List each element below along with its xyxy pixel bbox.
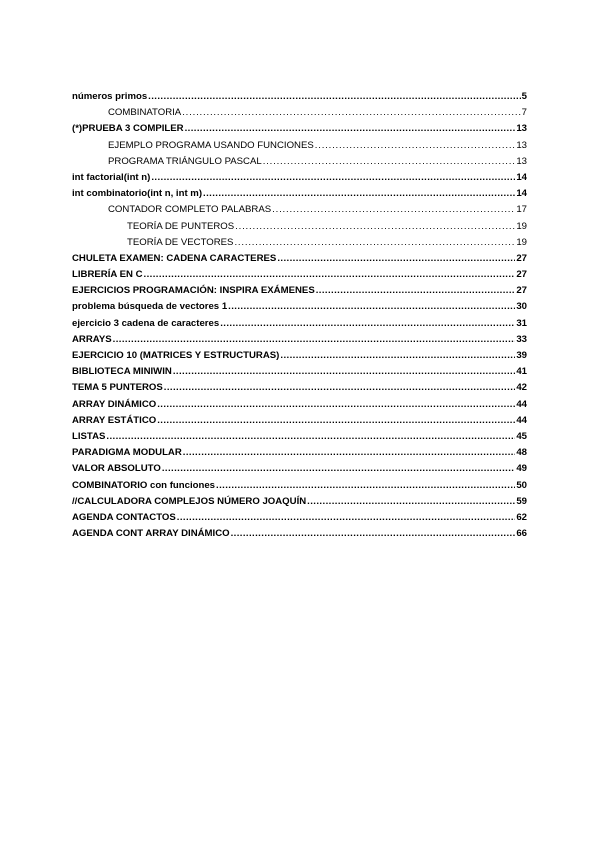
toc-entry-page-number: 13: [516, 123, 527, 135]
toc-dot-leader: [315, 138, 516, 154]
toc-entry-page-number: 14: [516, 171, 527, 183]
toc-entry[interactable]: [72, 170, 527, 186]
toc-entry-title: ARRAY DINÁMICO: [72, 398, 157, 410]
toc-entry-title: CHULETA EXAMEN: CADENA CARACTERES: [72, 252, 277, 264]
toc-entry[interactable]: [72, 510, 527, 526]
toc-entry[interactable]: [72, 202, 527, 218]
toc-entry-title: COMBINATORIO con funciones: [72, 479, 216, 491]
toc-entry-page-number: 19: [516, 236, 527, 248]
toc-entry-title: COMBINATORIA: [108, 107, 182, 119]
toc-dot-leader: [272, 202, 515, 218]
toc-entry[interactable]: [72, 121, 527, 137]
toc-entry-title: ARRAY ESTÁTICO: [72, 414, 157, 426]
toc-entry-title: VALOR ABSOLUTO: [72, 463, 161, 475]
toc-entry-page-number: 42: [516, 382, 527, 394]
toc-entry[interactable]: [72, 461, 527, 477]
toc-entry-page-number: 45: [516, 430, 527, 442]
toc-dot-leader: [234, 235, 515, 251]
toc-entry[interactable]: [72, 526, 527, 542]
toc-entry[interactable]: [72, 332, 527, 348]
toc-entry-page-number: 48: [516, 447, 527, 459]
toc-entry[interactable]: [72, 219, 527, 235]
toc-entry[interactable]: [72, 348, 527, 364]
toc-entry[interactable]: [72, 138, 527, 154]
toc-entry-page-number: 59: [516, 495, 527, 507]
toc-dot-leader: [164, 380, 516, 396]
toc-entry[interactable]: [72, 413, 527, 429]
toc-entry-page-number: 27: [516, 252, 527, 264]
toc-entry-title: int combinatorio(int n, int m): [72, 188, 203, 200]
toc-dot-leader: [231, 526, 516, 542]
toc-entry-title: //CALCULADORA COMPLEJOS NÚMERO JOAQUÍN: [72, 495, 307, 507]
toc-entry-title: LIBRERÍA EN C: [72, 269, 143, 281]
toc-dot-leader: [157, 413, 515, 429]
toc-dot-leader: [220, 316, 515, 332]
toc-entry-page-number: 31: [516, 317, 527, 329]
toc-entry[interactable]: [72, 478, 527, 494]
toc-entry-title: TEMA 5 PUNTEROS: [72, 382, 163, 394]
toc-dot-leader: [106, 429, 515, 445]
toc-entry-page-number: 13: [516, 139, 527, 151]
toc-entry[interactable]: [72, 186, 527, 202]
toc-entry-page-number: 66: [516, 528, 527, 540]
toc-dot-leader: [144, 267, 516, 283]
toc-entry[interactable]: [72, 397, 527, 413]
toc-entry-page-number: 13: [516, 155, 527, 167]
toc-entry[interactable]: [72, 267, 527, 283]
toc-dot-leader: [182, 105, 520, 121]
toc-entry-page-number: 17: [516, 204, 527, 216]
toc-entry[interactable]: [72, 283, 527, 299]
toc-entry-title: EJERCICIOS PROGRAMACIÓN: INSPIRA EXÁMENES: [72, 285, 315, 297]
toc-dot-leader: [228, 299, 515, 315]
toc-entry[interactable]: [72, 316, 527, 332]
toc-entry-page-number: 44: [516, 414, 527, 426]
toc-entry-page-number: 62: [516, 511, 527, 523]
toc-entry-page-number: 39: [516, 350, 527, 361]
toc-dot-leader: [183, 445, 516, 461]
toc-entry[interactable]: [72, 380, 527, 396]
toc-entry-title: (*)PRUEBA 3 COMPILER: [72, 123, 184, 135]
toc-entry[interactable]: [72, 494, 527, 510]
toc-entry-page-number: 41: [516, 366, 527, 378]
toc-entry-title: números primos: [72, 91, 148, 102]
toc-dot-leader: [263, 154, 516, 170]
toc-entry-title: EJEMPLO PROGRAMA USANDO FUNCIONES: [108, 139, 314, 151]
toc-entry-title: TEORÍA DE VECTORES: [127, 236, 234, 248]
toc-dot-leader: [203, 186, 515, 202]
toc-dot-leader: [151, 170, 515, 186]
table-of-contents: [72, 89, 527, 542]
toc-entry[interactable]: [72, 251, 527, 267]
toc-dot-leader: [216, 478, 515, 494]
toc-entry[interactable]: [72, 299, 527, 315]
toc-dot-leader: [162, 461, 515, 477]
toc-entry-title: AGENDA CONT ARRAY DINÁMICO: [72, 528, 230, 540]
toc-dot-leader: [235, 219, 515, 235]
toc-dot-leader: [280, 348, 515, 364]
toc-entry-page-number: 50: [516, 479, 527, 491]
toc-dot-leader: [177, 510, 516, 526]
toc-entry-page-number: 49: [516, 463, 527, 475]
toc-entry[interactable]: [72, 429, 527, 445]
toc-entry-title: PARADIGMA MODULAR: [72, 447, 182, 459]
toc-entry-title: ejercicio 3 cadena de caracteres: [72, 317, 220, 329]
toc-entry-page-number: 19: [516, 220, 527, 232]
toc-dot-leader: [277, 251, 515, 267]
toc-dot-leader: [173, 364, 515, 380]
toc-entry-title: ARRAYS: [72, 333, 112, 345]
toc-dot-leader: [316, 283, 516, 299]
toc-entry[interactable]: [72, 235, 527, 251]
toc-dot-leader: [113, 332, 516, 348]
toc-entry-page-number: 5: [521, 91, 527, 102]
toc-entry-title: BIBLIOTECA MINIWIN: [72, 366, 172, 378]
toc-entry[interactable]: [72, 89, 527, 105]
toc-entry-title: AGENDA CONTACTOS: [72, 511, 176, 523]
toc-entry-title: LISTAS: [72, 430, 106, 442]
toc-entry-page-number: 14: [516, 188, 527, 200]
toc-entry-page-number: 30: [516, 301, 527, 313]
toc-entry-page-number: 44: [516, 398, 527, 410]
toc-entry-title: PROGRAMA TRIÁNGULO PASCAL: [108, 155, 262, 167]
toc-entry-title: int factorial(int n): [72, 171, 151, 183]
toc-entry-title: EJERCICIO 10 (MATRICES Y ESTRUCTURAS): [72, 350, 280, 361]
toc-entry[interactable]: [72, 364, 527, 380]
toc-entry-page-number: 7: [521, 107, 527, 119]
toc-dot-leader: [157, 397, 515, 413]
toc-entry[interactable]: [72, 105, 527, 121]
toc-entry-title: TEORÍA DE PUNTEROS: [127, 220, 235, 232]
toc-entry[interactable]: [72, 154, 527, 170]
toc-entry-title: CONTADOR COMPLETO PALABRAS: [108, 204, 272, 216]
toc-dot-leader: [185, 121, 516, 137]
toc-entry-page-number: 27: [516, 285, 527, 297]
toc-entry-page-number: 27: [516, 269, 527, 281]
toc-entry[interactable]: [72, 445, 527, 461]
toc-dot-leader: [307, 494, 515, 510]
toc-dot-leader: [148, 89, 520, 105]
toc-entry-title: problema búsqueda de vectores 1: [72, 301, 228, 313]
toc-entry-page-number: 33: [516, 333, 527, 345]
